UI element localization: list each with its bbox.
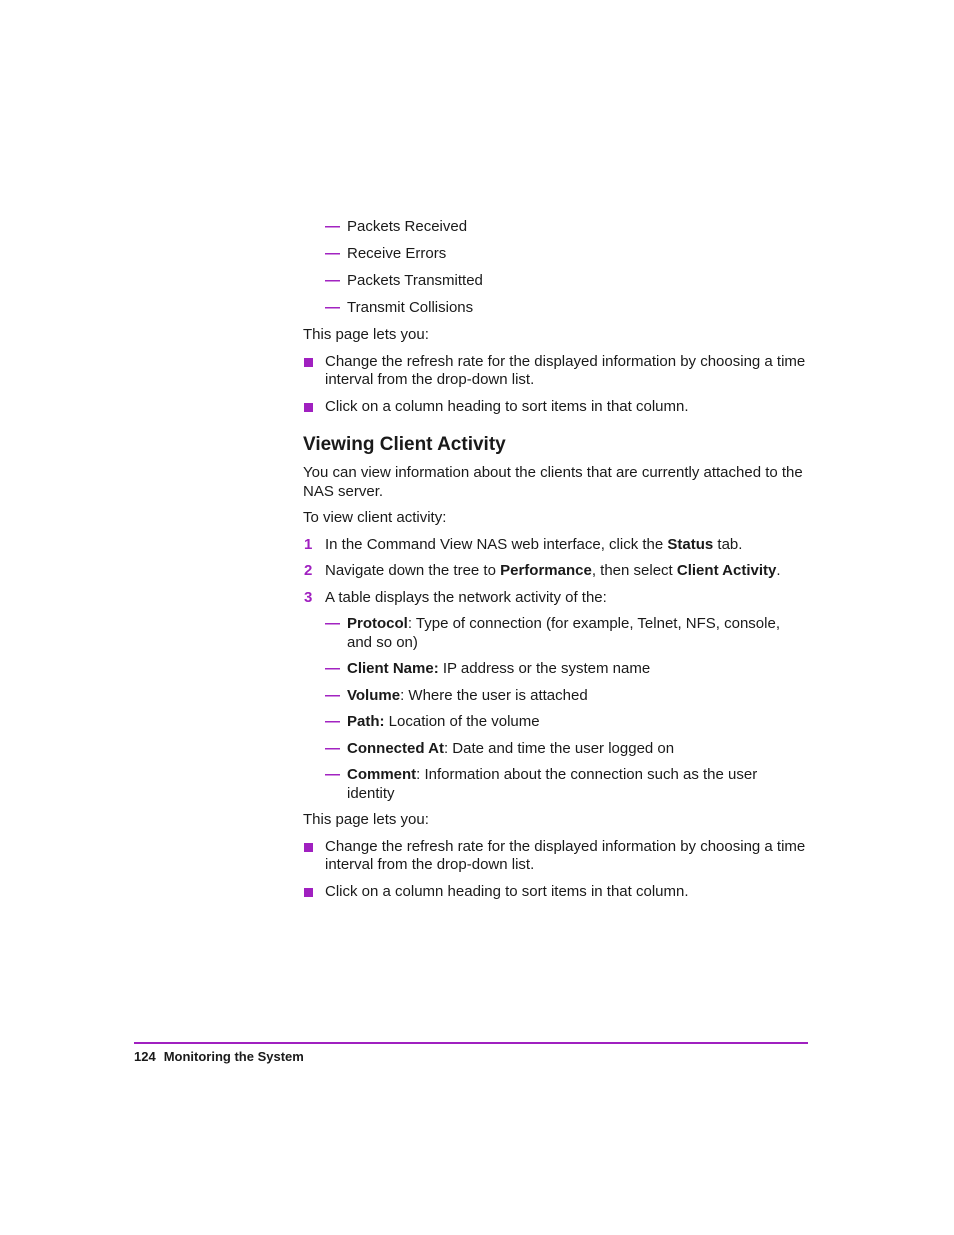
paragraph: This page lets you: xyxy=(303,326,429,343)
bullet-item: Click on a column heading to sort items in that column. xyxy=(303,883,808,902)
list-item: — Receive Errors xyxy=(325,245,447,262)
list-item: — Packets Transmitted xyxy=(325,272,483,289)
page-number: 124 xyxy=(134,1049,156,1064)
paragraph: This page lets you: xyxy=(303,811,429,828)
step-number: 2 xyxy=(304,562,313,579)
section-heading: Viewing Client Activity xyxy=(303,434,506,455)
square-bullet-icon xyxy=(304,843,313,852)
dash-marker: — xyxy=(325,713,340,730)
chapter-title: Monitoring the System xyxy=(163,1049,304,1064)
field-item: — Comment: Information about the connection such as the user identity xyxy=(325,766,758,802)
bullet-item: Change the refresh rate for the displayed information by choosing a time interval from the drop-down list. xyxy=(303,353,808,390)
field-item: — Client Name: IP address or the system name xyxy=(325,660,651,677)
field-item: — Path: Location of the volume xyxy=(325,713,540,730)
dash-marker: — xyxy=(325,218,340,235)
step-item: 3 A table displays the network activity of the: xyxy=(304,588,607,606)
page-footer xyxy=(134,1049,312,1064)
list-item: — Transmit Collisions xyxy=(325,299,474,316)
dash-marker: — xyxy=(325,299,340,316)
dash-marker: — xyxy=(325,739,340,757)
dash-marker: — xyxy=(325,272,340,289)
dash-marker: — xyxy=(325,766,340,783)
bullet-item: Change the refresh rate for the displayed information by choosing a time interval from the drop-down list. xyxy=(303,838,808,875)
dash-marker: — xyxy=(325,686,340,704)
footer-divider xyxy=(134,1042,808,1044)
square-bullet-icon xyxy=(304,888,313,897)
page-content xyxy=(303,218,808,909)
dash-marker: — xyxy=(325,615,340,632)
dash-marker: — xyxy=(325,660,340,677)
step-number: 3 xyxy=(304,588,313,606)
list-item: — Packets Received xyxy=(325,218,468,235)
square-bullet-icon xyxy=(304,358,313,367)
dash-marker: — xyxy=(325,245,340,262)
step-item: 1 In the Command View NAS web interface, click the Status tab. xyxy=(304,535,743,553)
paragraph: You can view information about the clients that are currently attached to the NAS server. xyxy=(303,464,803,500)
paragraph: To view client activity: xyxy=(303,509,447,526)
step-number: 1 xyxy=(304,535,313,553)
field-item: — Protocol: Type of connection (for example, Telnet, NFS, console, and so on) xyxy=(325,615,780,651)
square-bullet-icon xyxy=(304,403,313,412)
bullet-item: Click on a column heading to sort items in that column. xyxy=(303,398,808,417)
step-item: 2 Navigate down the tree to Performance, then select Client Activity. xyxy=(304,562,781,579)
field-item: — Volume: Where the user is attached xyxy=(325,686,588,704)
field-item: — Connected At: Date and time the user logged on xyxy=(325,739,675,757)
